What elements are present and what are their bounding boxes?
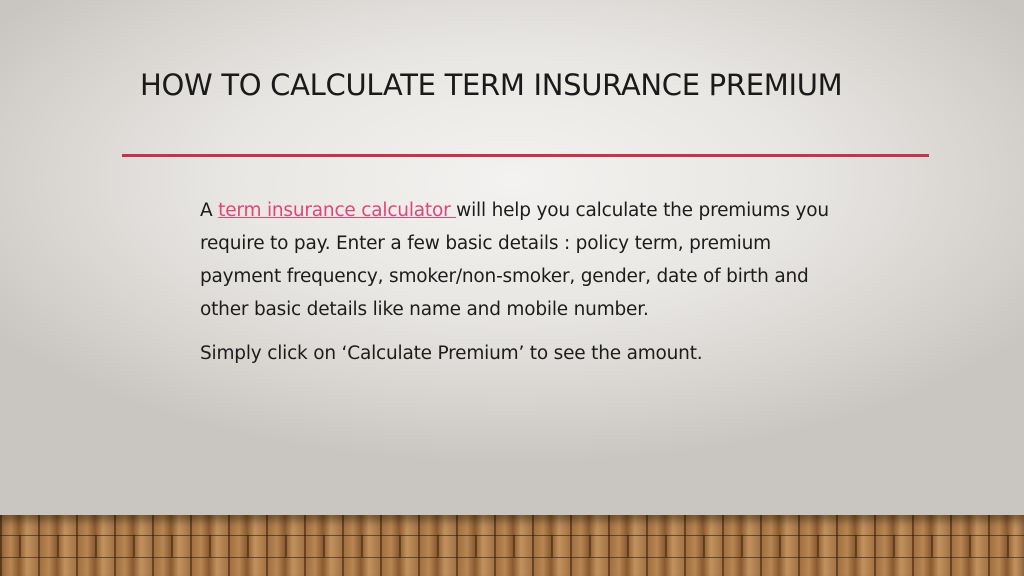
body-paragraph-1 [200, 194, 840, 326]
paragraph-prefix: A [200, 200, 219, 221]
title-underline-rule [122, 154, 929, 157]
wood-floor-planks [0, 535, 1024, 557]
slide-title: HOW TO CALCULATE TERM INSURANCE PREMIUM [140, 68, 843, 102]
term-insurance-calculator-link[interactable]: term insurance calculator [218, 200, 457, 221]
floor-seam [0, 557, 1024, 558]
paragraph-suffix: will help you calculate the premiums you require to pay. Enter a few basic details : policy term, premium payment frequency, smoker/non-smoker, gender, date of birth and other basic details like name and mobile number. [200, 200, 829, 320]
body-paragraph-2: Simply click on ‘Calculate Premium’ to see the amount. [200, 343, 703, 364]
floor-seam [0, 535, 1024, 536]
slide-body [200, 194, 840, 381]
